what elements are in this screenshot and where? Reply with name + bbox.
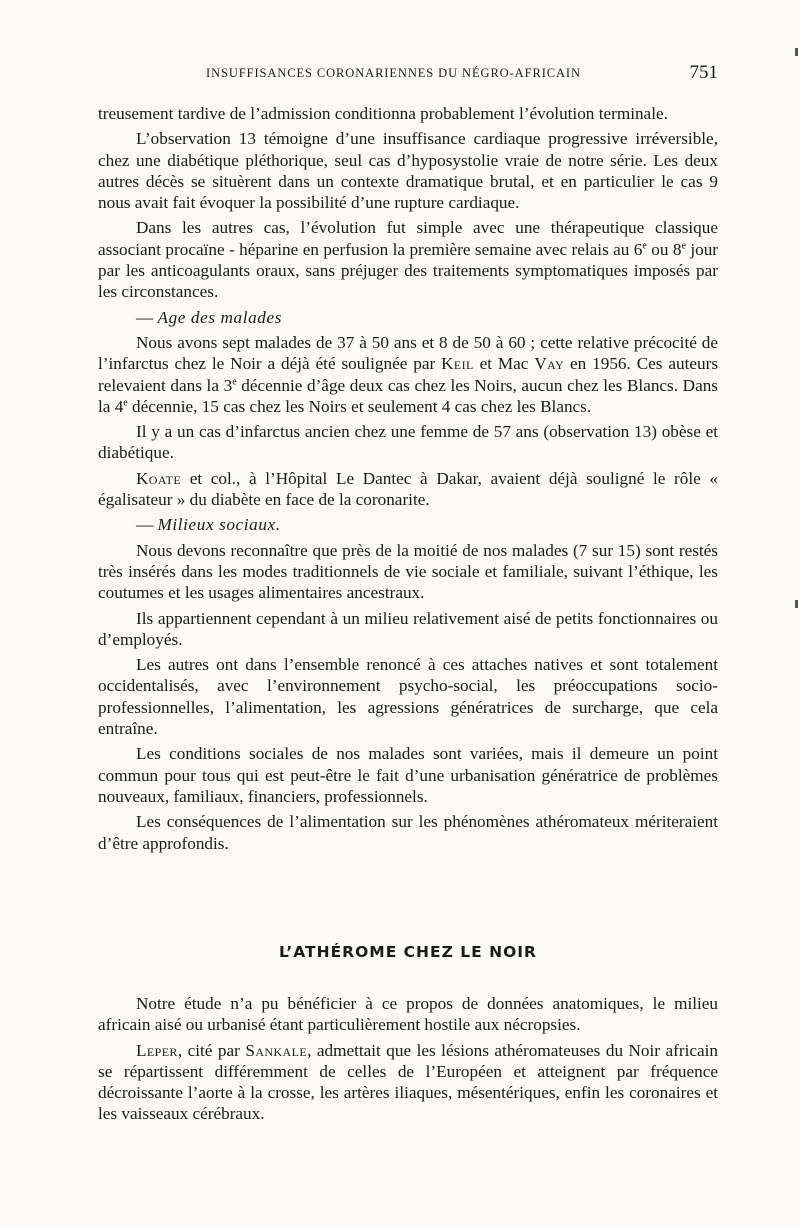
author-name: Keil: [441, 354, 474, 374]
body-text: [98, 103, 718, 858]
paragraph: L’observation 13 témoigne d’une insuffisance cardiaque progressive irréversible, chez une diabétique pléthorique, seul cas d’hyposystolie vraie de notre série. Les deux autres décès se situèrent dans un contexte dramatique brutal, et en particulier le cas 9 nous avait fait évoquer la possibilité d’une rupture cardiaque.: [98, 129, 718, 213]
paragraph: Les conditions sociales de nos malades sont variées, mais il demeure un point commun pour tous qui est peut-être le fait d’une urbanisation génératrice de problèmes nouveaux, familiaux, financiers, professionnels.: [98, 744, 718, 806]
page-number: 751: [689, 62, 718, 83]
scan-edge-mark: [795, 600, 798, 608]
paragraph: Notre étude n’a pu bénéficier à ce propos de données anatomiques, le milieu africain aisé ou urbanisé étant particulièrement hostile aux nécropsies.: [98, 994, 718, 1035]
author-name: Sankale: [245, 1040, 308, 1060]
paragraph: Il y a un cas d’infarctus ancien chez une femme de 57 ans (observation 13) obèse et diabétique.: [98, 422, 718, 463]
paragraph: Nous avons sept malades de 37 à 50 ans et 8 de 50 à 60 ; cette relative précocité de l’infarctus chez le Noir a déjà été soulignée par Keil et Mac Vay en 1956. Ces auteurs relevaient dans la 3e décennie d’âge deux cas chez les Noirs, aucun chez les Blancs. Dans la 4e décennie, 15 cas chez les Noirs et seulement 4 cas chez les Blancs.: [98, 332, 719, 416]
paragraph: Ils appartiennent cependant à un milieu relativement aisé de petits fonctionnaires ou d’employés.: [98, 608, 718, 649]
subheading-age: — Age des malades: [136, 307, 282, 327]
subheading-milieux: — Milieux sociaux.: [136, 515, 281, 535]
paragraph: Leper, cité par Sankale, admettait que les lésions athéromateuses du Noir africain se répartissent différemment de celles de l’Européen et atteignent par fréquence décroissante l’aorte à la crosse, les artères iliaques, mésentériques, enfin les coronaires et les vaisseaux cérébraux.: [98, 1040, 718, 1124]
scan-edge-mark: [795, 48, 798, 56]
paragraph: treusement tardive de l’admission conditionna probablement l’évolution terminale.: [98, 104, 668, 123]
paragraph: Koate et col., à l’Hôpital Le Dantec à Dakar, avaient déjà souligné le rôle « égalisateur » du diabète en face de la coronarite.: [98, 468, 718, 510]
running-title: INSUFFISANCES CORONARIENNES DU NÉGRO-AFRICAIN: [206, 66, 581, 80]
author-name: Vay: [534, 354, 565, 374]
author-name: Leper: [136, 1040, 178, 1060]
section-title: L’ATHÉROME CHEZ LE NOIR: [279, 943, 537, 961]
paragraph: Les autres ont dans l’ensemble renoncé à ces attaches natives et sont totalement occidentalisés, avec l’environnement psycho-social, les préoccupations socio-professionnelles, l’alimentation, les agressions génératrices de surcharge, que cela entraîne.: [98, 655, 718, 739]
paragraph: Nous devons reconnaître que près de la moitié de nos malades (7 sur 15) sont restés très insérés dans les modes traditionnels de vie sociale et familiale, suivant l’éthique, les coutumes et les usages alimentaires ancestraux.: [98, 540, 718, 603]
section-text: [98, 993, 718, 1129]
author-name: Koate: [136, 468, 182, 488]
paragraph: Les conséquences de l’alimentation sur les phénomènes athéromateux mériteraient d’être approfondis.: [98, 812, 718, 853]
page-header: [98, 62, 718, 86]
paragraph: Dans les autres cas, l’évolution fut simple avec une thérapeutique classique associant procaïne - héparine en perfusion la première semaine avec relais au 6e ou 8e jour par les anticoagulants oraux, sans préjuger des traitements symptomatiques imposés par les circonstances.: [98, 218, 719, 302]
